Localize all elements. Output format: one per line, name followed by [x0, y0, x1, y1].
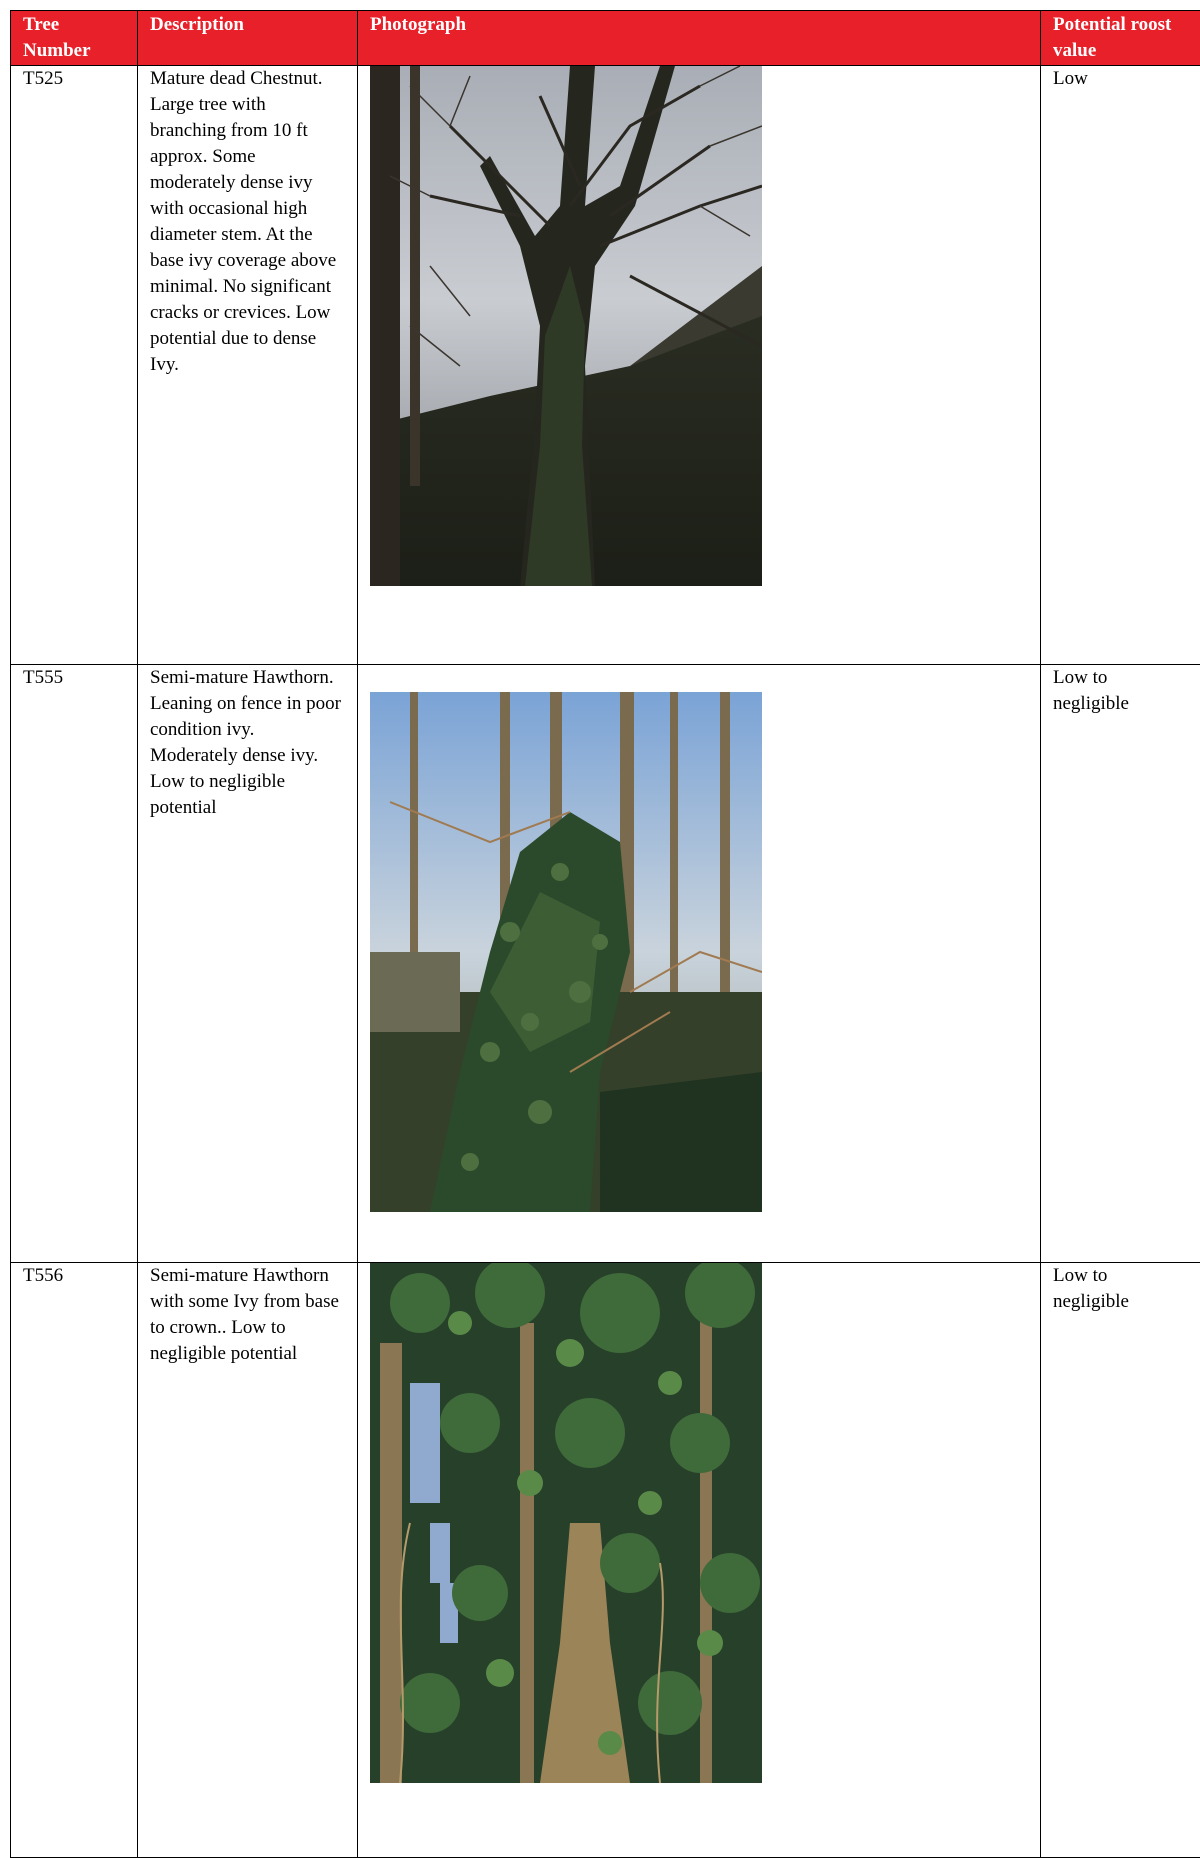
photograph-cell: [358, 66, 1041, 665]
description-cell: Semi-mature Hawthorn with some Ivy from base to crown.. Low to negligible potential: [138, 1263, 358, 1858]
tree-number-cell: T555: [11, 665, 138, 1263]
description-cell: Semi-mature Hawthorn. Leaning on fence in poor condition ivy. Moderately dense ivy. Low to negligible potential: [138, 665, 358, 1263]
header-description: Description: [138, 11, 358, 66]
table-row: [11, 66, 1200, 665]
header-tree-number: Tree Number: [11, 11, 138, 66]
header-potential-roost-value: Potential roost value: [1041, 11, 1200, 66]
potential-roost-value-cell: Low to negligible: [1041, 1263, 1200, 1858]
photograph-cell: [358, 665, 1041, 1263]
tree-photo-hawthorn-canopy: [370, 1263, 762, 1783]
table-header-row: [11, 11, 1200, 66]
table-row: [11, 1263, 1200, 1858]
tree-number-cell: T556: [11, 1263, 138, 1858]
tree-photo-chestnut: [370, 66, 762, 586]
tree-survey-table: [10, 10, 1200, 1858]
potential-roost-value-cell: Low: [1041, 66, 1200, 665]
header-photograph: Photograph: [358, 11, 1041, 66]
table-row: [11, 665, 1200, 1263]
potential-roost-value-cell: Low to negligible: [1041, 665, 1200, 1263]
tree-number-cell: T525: [11, 66, 138, 665]
photograph-cell: [358, 1263, 1041, 1858]
tree-photo-hawthorn-ivy: [370, 692, 762, 1212]
description-cell: Mature dead Chestnut. Large tree with branching from 10 ft approx. Some moderately dense ivy with occasional high diameter stem. At the base ivy coverage above minimal. No significant cracks or crevices. Low potential due to dense Ivy.: [138, 66, 358, 665]
